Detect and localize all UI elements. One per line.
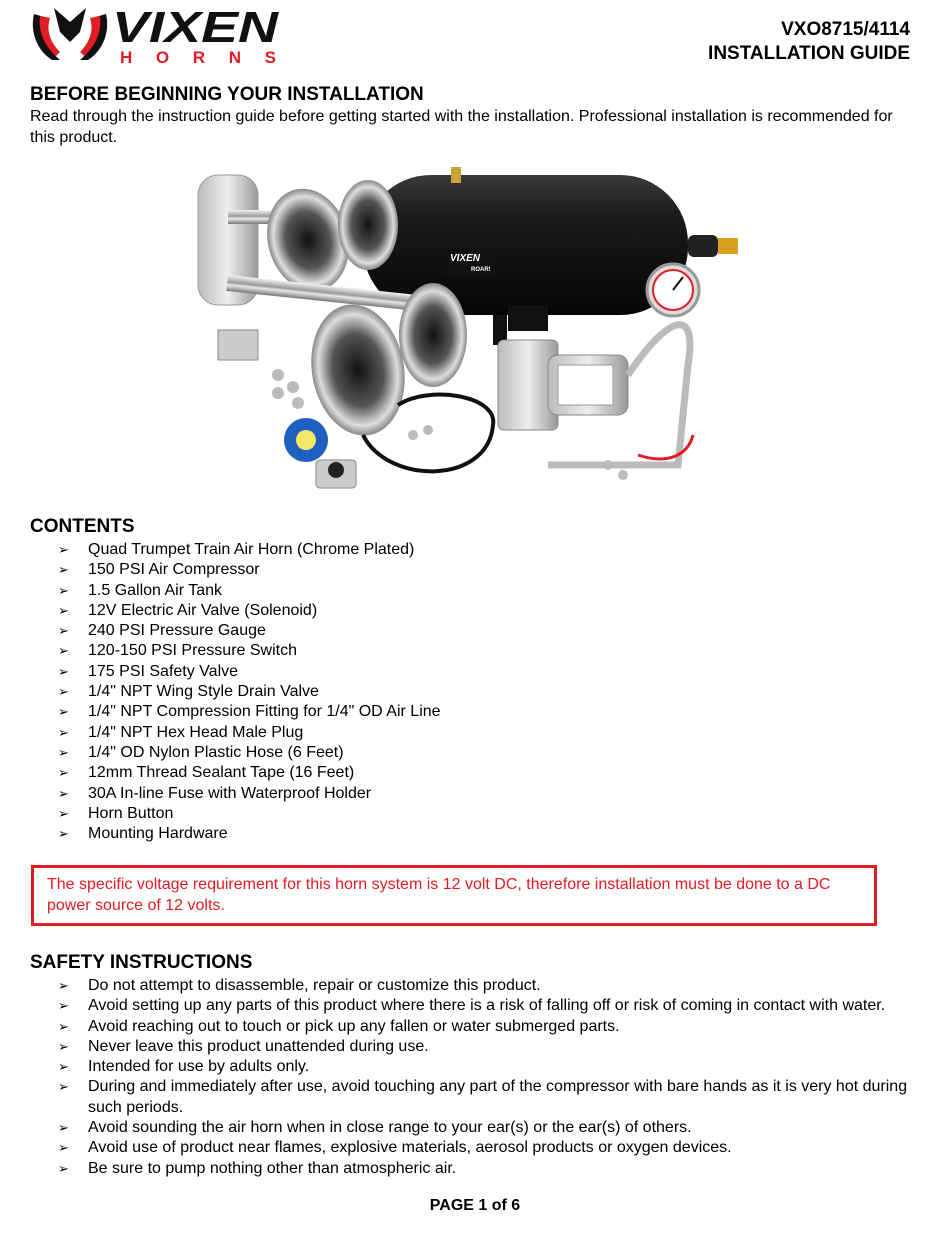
arrow-bullet-icon: ➢ bbox=[58, 1018, 69, 1034]
before-heading: BEFORE BEGINNING YOUR INSTALLATION bbox=[30, 84, 424, 105]
arrow-bullet-icon: ➢ bbox=[58, 805, 69, 821]
contents-item bbox=[30, 581, 920, 601]
air-compressor bbox=[498, 325, 690, 465]
safety-item bbox=[30, 976, 920, 996]
arrow-bullet-icon: ➢ bbox=[58, 998, 69, 1014]
safety-heading: SAFETY INSTRUCTIONS bbox=[30, 952, 253, 973]
doc-title: INSTALLATION GUIDE bbox=[708, 43, 910, 64]
safety-item bbox=[30, 1159, 920, 1179]
contents-list bbox=[30, 540, 920, 844]
doc-code: VXO8715/4114 bbox=[781, 19, 910, 40]
contents-item-text: 1.5 Gallon Air Tank bbox=[88, 581, 223, 599]
contents-item-text: 1/4" NPT Hex Head Male Plug bbox=[88, 723, 304, 741]
arrow-bullet-icon: ➢ bbox=[58, 724, 69, 740]
safety-item bbox=[30, 1077, 920, 1118]
before-text: Read through the instruction guide before getting started with the installation. Professional installation is recommended for this product. bbox=[30, 108, 893, 146]
safety-item bbox=[30, 1118, 920, 1138]
horn-button bbox=[316, 460, 356, 488]
contents-item bbox=[30, 804, 920, 824]
contents-item bbox=[30, 723, 920, 743]
safety-item-text: Be sure to pump nothing other than atmospheric air. bbox=[88, 1159, 457, 1177]
arrow-bullet-icon: ➢ bbox=[58, 643, 69, 659]
inline-fuse bbox=[638, 435, 693, 459]
safety-item-text: Avoid use of product near flames, explosive materials, aerosol products or oxygen devices. bbox=[88, 1139, 732, 1157]
logo-subtext: HORNS bbox=[120, 48, 276, 66]
arrow-bullet-icon: ➢ bbox=[58, 1038, 69, 1054]
arrow-bullet-icon: ➢ bbox=[58, 582, 69, 598]
contents-item-text: 150 PSI Air Compressor bbox=[88, 561, 260, 579]
contents-item-text: Quad Trumpet Train Air Horn (Chrome Plated) bbox=[88, 541, 415, 558]
logo-horn-emblem bbox=[33, 8, 107, 60]
arrow-bullet-icon: ➢ bbox=[58, 623, 69, 639]
pressure-switch bbox=[688, 235, 738, 257]
safety-item bbox=[30, 1037, 920, 1057]
product-photo bbox=[188, 165, 758, 505]
contents-item-text: 175 PSI Safety Valve bbox=[88, 662, 239, 680]
svg-text:VIXEN: VIXEN bbox=[450, 253, 481, 264]
arrow-bullet-icon: ➢ bbox=[58, 1160, 69, 1176]
contents-item-text: 12mm Thread Sealant Tape (16 Feet) bbox=[88, 764, 355, 782]
contents-item-text: 1/4" NPT Wing Style Drain Valve bbox=[88, 683, 319, 701]
arrow-bullet-icon: ➢ bbox=[58, 663, 69, 679]
arrow-bullet-icon: ➢ bbox=[58, 1059, 69, 1075]
safety-item-text: Avoid reaching out to touch or pick up any fallen or water submerged parts. bbox=[88, 1017, 620, 1035]
arrow-bullet-icon: ➢ bbox=[58, 1079, 69, 1095]
page-number: PAGE 1 of 6 bbox=[429, 1197, 521, 1214]
safety-item-text: During and immediately after use, avoid touching any part of the compressor with bare hands as it is very hot during such periods. bbox=[88, 1078, 908, 1116]
document-identifier bbox=[708, 18, 910, 66]
arrow-bullet-icon: ➢ bbox=[58, 744, 69, 760]
contents-item bbox=[30, 702, 920, 722]
contents-heading: CONTENTS bbox=[30, 516, 135, 537]
contents-item-text: 30A In-line Fuse with Waterproof Holder bbox=[88, 784, 372, 802]
safety-item bbox=[30, 996, 920, 1016]
contents-item-text: Horn Button bbox=[88, 804, 174, 822]
sealant-tape bbox=[284, 418, 328, 462]
voltage-warning: The specific voltage requirement for this horn system is 12 volt DC, therefore installation must be done to a DC power source of 12 volts. bbox=[31, 865, 877, 926]
contents-item-text: 240 PSI Pressure Gauge bbox=[88, 622, 266, 640]
contents-item bbox=[30, 743, 920, 763]
svg-text:ROAR!: ROAR! bbox=[471, 267, 491, 273]
safety-item-text: Do not attempt to disassemble, repair or customize this product. bbox=[88, 977, 541, 994]
arrow-bullet-icon: ➢ bbox=[58, 542, 69, 557]
arrow-bullet-icon: ➢ bbox=[58, 602, 69, 618]
contents-item bbox=[30, 824, 920, 844]
arrow-bullet-icon: ➢ bbox=[58, 562, 69, 578]
arrow-bullet-icon: ➢ bbox=[58, 684, 69, 700]
contents-item bbox=[30, 540, 920, 560]
safety-item bbox=[30, 1017, 920, 1037]
safety-list bbox=[30, 976, 920, 1179]
safety-item-text: Never leave this product unattended during use. bbox=[88, 1037, 429, 1055]
contents-item bbox=[30, 621, 920, 641]
contents-item bbox=[30, 763, 920, 783]
contents-item bbox=[30, 560, 920, 580]
safety-item-text: Avoid sounding the air horn when in close range to your ear(s) or the ear(s) of others. bbox=[88, 1119, 692, 1137]
contents-item bbox=[30, 682, 920, 702]
arrow-bullet-icon: ➢ bbox=[58, 978, 69, 993]
tank-logo bbox=[446, 247, 496, 275]
safety-item bbox=[30, 1138, 920, 1158]
arrow-bullet-icon: ➢ bbox=[58, 826, 69, 842]
contents-item bbox=[30, 662, 920, 682]
arrow-bullet-icon: ➢ bbox=[58, 1120, 69, 1136]
safety-item-text: Intended for use by adults only. bbox=[88, 1058, 310, 1076]
contents-item-text: 1/4" OD Nylon Plastic Hose (6 Feet) bbox=[88, 743, 344, 761]
arrow-bullet-icon: ➢ bbox=[58, 765, 69, 781]
safety-item bbox=[30, 1057, 920, 1077]
contents-item-text: 12V Electric Air Valve (Solenoid) bbox=[88, 601, 318, 619]
arrow-bullet-icon: ➢ bbox=[58, 785, 69, 801]
safety-item-text: Avoid setting up any parts of this product where there is a risk of falling off or risk of coming in contact with water. bbox=[88, 997, 886, 1015]
contents-item-text: 120-150 PSI Pressure Switch bbox=[88, 642, 297, 660]
vixen-horns-logo bbox=[30, 2, 280, 66]
contents-item-text: 1/4" NPT Compression Fitting for 1/4" OD Air Line bbox=[88, 703, 441, 721]
contents-item bbox=[30, 641, 920, 661]
pressure-gauge bbox=[647, 264, 699, 316]
arrow-bullet-icon: ➢ bbox=[58, 1140, 69, 1156]
contents-item-text: Mounting Hardware bbox=[88, 825, 228, 843]
arrow-bullet-icon: ➢ bbox=[58, 704, 69, 720]
contents-item bbox=[30, 601, 920, 621]
contents-item bbox=[30, 784, 920, 804]
logo-wordmark: VIXEN bbox=[112, 3, 280, 52]
